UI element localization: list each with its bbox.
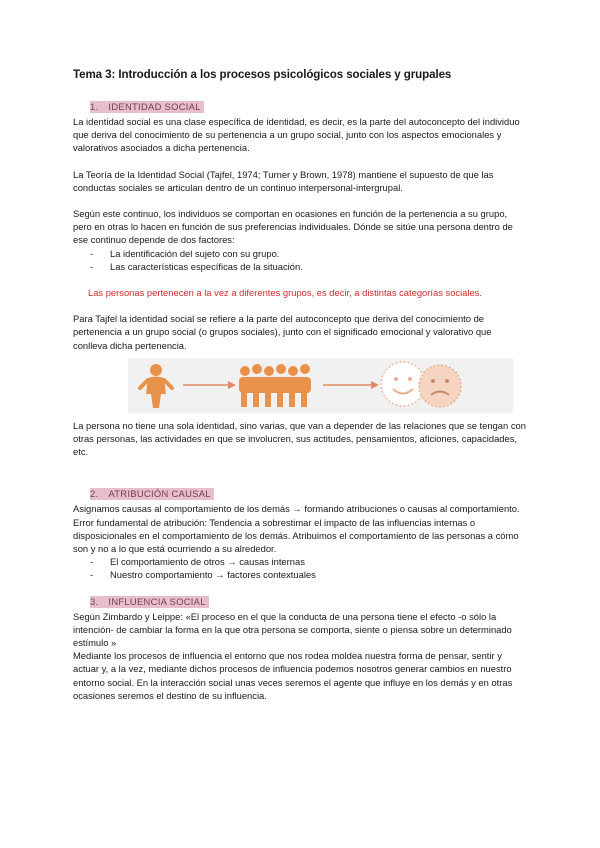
smiley-happy-icon <box>381 362 425 406</box>
paragraph: Según este continuo, los individuos se comportan en ocasiones en función de la pertenencia a su grupo, pero en otras lo hacen en función de sus preferencias individuales. Dónde se sitúe una persona dentro de ese continuo depende de dos factores: <box>73 208 513 246</box>
list-item: - Las características específicas de la situación. <box>90 260 528 273</box>
bullet-list <box>73 555 528 581</box>
list-item: - Nuestro comportamiento → factores contextuales <box>90 568 528 581</box>
section-influencia-social <box>73 592 528 702</box>
paragraph: Para Tajfel la identidad social se refiere a la parte del autoconcepto que deriva del conocimiento de pertenencia a un grupo social (o grupos sociales), junto con el significado emocional y valorativo que conlleva dicha pertenencia. <box>73 313 492 351</box>
section-heading-text: ATRIBUCIÓN CAUSAL <box>108 488 211 500</box>
document-page <box>73 68 528 702</box>
arrow-right-icon <box>183 381 236 389</box>
paragraph: Mediante los procesos de influencia el entorno que nos rodea moldea nuestra forma de pensar, sentir y actuar y, a la vez, mediante dichos procesos de influencia podemos nosotros generar cambios en nuestro entorno social. En la interacción social unas veces seremos el agente que influye en los demás y en otras ocasiones seremos el destino de su influencia. <box>73 650 513 701</box>
list-item: - La identificación del sujeto con su grupo. <box>90 247 528 260</box>
section-heading <box>90 488 214 500</box>
identity-illustration <box>128 358 513 413</box>
group-icon <box>239 364 311 407</box>
paragraph: Asignamos causas al comportamiento de los demás → formando atribuciones o causas al comportamiento. <box>73 503 520 515</box>
paragraph: La persona no tiene una sola identidad, sino varias, que van a depender de las relaciones que se tengan con otras personas, las actividades en que se involucren, sus actitudes, pensamientos, aficiones, capacidades, etc. <box>73 419 526 458</box>
section-heading <box>90 596 209 608</box>
smiley-sad-icon <box>419 365 461 407</box>
page-title: Tema 3: Introducción a los procesos psicológicos sociales y grupales <box>73 68 452 81</box>
paragraph: Error fundamental de atribución: Tendencia a sobrestimar el impacto de las influencias internas o disposicionales en el comportamiento de los demás. Atribuimos el comportamiento de las personas a cómo son y no a lo que está ocurriendo a su alrededor. <box>73 516 519 555</box>
paragraph: La identidad social es una clase específica de identidad, es decir, es la parte del autoconcepto del individuo que deriva del conocimiento de su pertenencia a un grupo social, junto con los aspectos emocionales y valorativos asociados a dicha pertenencia. <box>73 116 520 154</box>
paragraph: La Teoría de la Identidad Social (Tajfel, 1974; Turner y Brown, 1978) mantiene el supuesto de que las conductas sociales se articulan dentro de un continuo interpersonal-intergrupal. <box>73 168 494 193</box>
bullet-list <box>73 247 528 273</box>
list-item: - El comportamiento de otros → causas internas <box>90 555 528 568</box>
section-heading <box>90 101 204 113</box>
section-number: 1. <box>90 101 99 112</box>
highlighted-note: Las personas pertenecen a la vez a diferentes grupos, es decir, a distintas categorías sociales. <box>88 287 482 299</box>
section-atribucion-causal <box>73 484 528 581</box>
section-identidad-social <box>73 97 528 458</box>
person-icon <box>140 364 172 408</box>
arrow-right-icon <box>323 381 379 389</box>
section-heading-text: INFLUENCIA SOCIAL <box>108 595 206 607</box>
section-number: 3. <box>90 595 99 607</box>
section-number: 2. <box>90 488 99 500</box>
section-heading-text: IDENTIDAD SOCIAL <box>108 101 201 112</box>
paragraph: Según Zimbardo y Leippe: «El proceso en el que la conducta de una persona tiene el efecto -o sólo la intención- de cambiar la forma en la que otra persona se comporta, siente o piensa sobre un determinado estímulo » <box>73 610 512 649</box>
